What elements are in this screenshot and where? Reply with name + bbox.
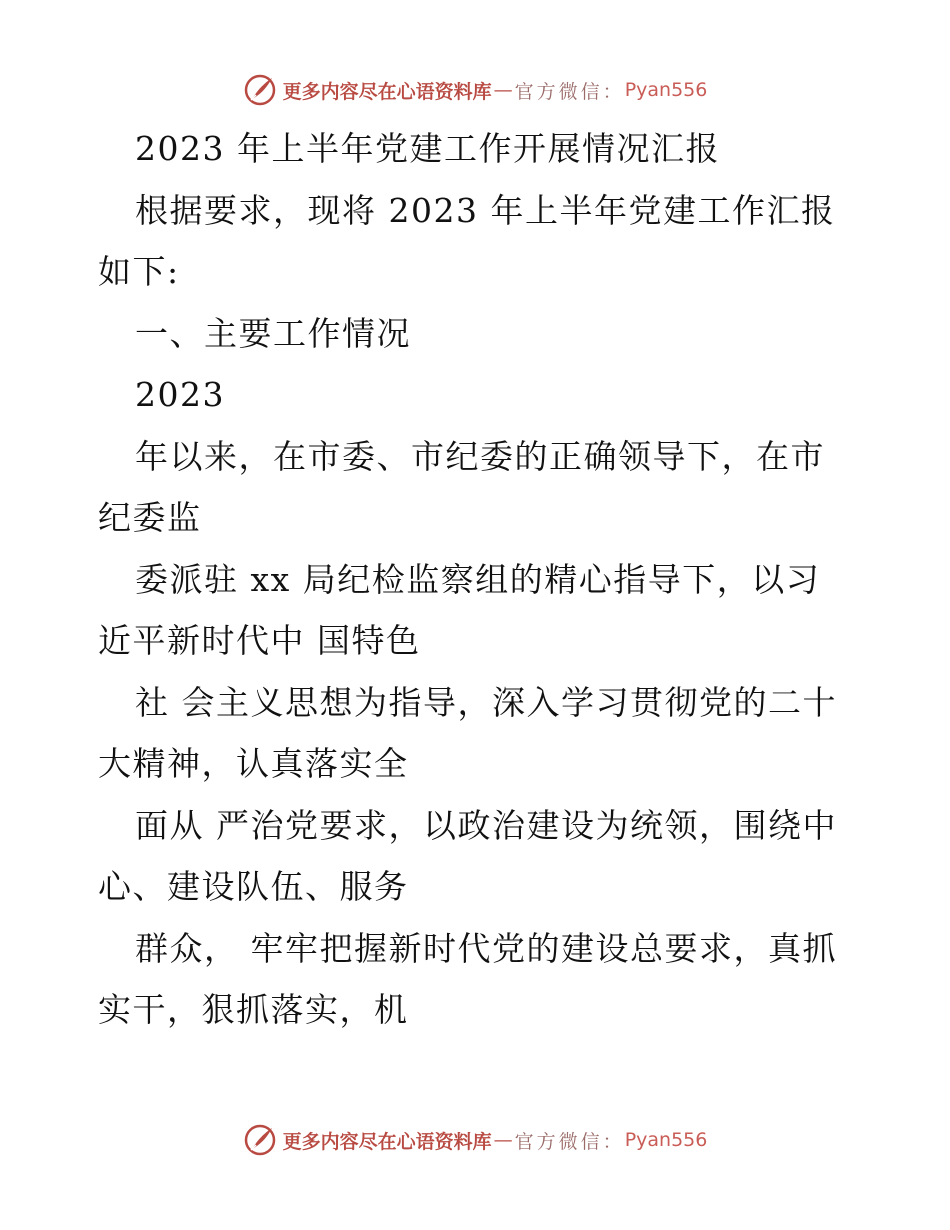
paragraph-year: 2023 xyxy=(135,375,225,414)
feather-pen-logo-icon xyxy=(243,1123,277,1157)
banner-wechat-id: Pyan556 xyxy=(624,79,708,101)
banner-main-text: 更多内容尽在心语资料库 xyxy=(282,80,492,103)
banner-wechat-id: Pyan556 xyxy=(624,1129,708,1151)
paragraph-body: 委派驻 xx 局纪检监察组的精心指导下，以习近平新时代中 国特色 xyxy=(98,559,821,660)
banner-wechat-label: 官方微信： xyxy=(514,80,625,103)
header-watermark-banner xyxy=(0,70,950,110)
document-body xyxy=(98,118,854,1041)
document-title: 2023 年上半年党建工作开展情况汇报 xyxy=(135,129,720,168)
banner-main-text: 更多内容尽在心语资料库 xyxy=(282,1130,492,1153)
feather-pen-logo-icon xyxy=(243,73,277,107)
paragraph-body: 面从 严治党要求，以政治建设为统领，围绕中心、建设队伍、服务 xyxy=(98,805,837,906)
banner-dash: — xyxy=(493,79,513,101)
section-heading: 一、主要工作情况 xyxy=(135,313,411,353)
banner-wechat-label: 官方微信： xyxy=(514,1130,625,1153)
paragraph-body: 年以来，在市委、市纪委的正确领导下，在市纪委监 xyxy=(98,436,825,537)
paragraph-body: 群众， 牢牢把握新时代党的建设总要求，真抓实干，狠抓落实，机 xyxy=(98,928,837,1029)
paragraph-intro: 根据要求，现将 2023 年上半年党建工作汇报如下: xyxy=(98,190,836,291)
banner-dash: — xyxy=(493,1129,513,1151)
footer-watermark-banner xyxy=(0,1120,950,1160)
paragraph-body: 社 会主义思想为指导，深入学习贯彻党的二十大精神，认真落实全 xyxy=(98,682,837,783)
